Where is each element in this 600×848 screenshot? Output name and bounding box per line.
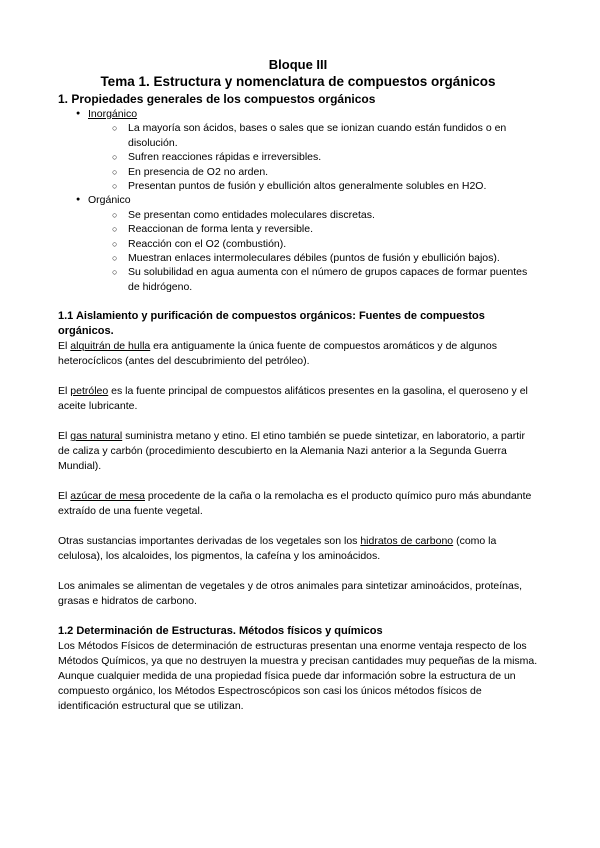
text-fragment: es la fuente principal de compuestos alifáticos presentes en la gasolina, el queroseno y el aceite lubricante. <box>58 385 528 413</box>
list-item: ○ La mayoría son ácidos, bases o sales que se ionizan cuando están fundidos o en disolución. <box>128 121 538 150</box>
paragraph-alquitran <box>58 339 538 369</box>
section-1-2-heading: 1.2 Determinación de Estructuras. Métodos físicos y químicos <box>58 625 383 638</box>
section-1-heading: 1. Propiedades generales de los compuestos orgánicos <box>58 92 376 106</box>
term-hidratos: hidratos de carbono <box>360 535 454 548</box>
text-fragment: El <box>58 490 71 503</box>
text-fragment: procedente de la caña o la remolacha es el producto químico puro más abundante extraído de una fuente vegetal. <box>58 490 532 518</box>
section-1-1-heading: 1.1 Aislamiento y purificación de compuestos orgánicos: Fuentes de compuestos orgánicos. <box>58 310 485 338</box>
organic-sublist <box>88 208 538 294</box>
topic-title: Tema 1. Estructura y nomenclatura de compuestos orgánicos <box>100 74 496 89</box>
list-item: ○ Muestran enlaces intermoleculares débiles (puntos de fusión y ebullición bajos). <box>128 251 538 265</box>
list-item: ○ Presentan puntos de fusión y ebullición altos generalmente solubles en H2O. <box>128 179 538 193</box>
list-item: ○ Sufren reacciones rápidas e irreversibles. <box>128 150 538 164</box>
term-azucar: azúcar de mesa <box>70 490 145 503</box>
list-item-inorganic <box>88 107 538 193</box>
paragraph-azucar <box>58 489 538 519</box>
list-item: ○ En presencia de O2 no arden. <box>128 165 538 179</box>
paragraph-metodos-espectroscopicos: Aunque cualquier medida de una propiedad física puede dar información sobre la estructura de un compuesto orgánico, los Métodos Espectroscópicos son casi los únicos métodos físicos de identificación estructural que se utilizan. <box>58 670 516 713</box>
list-item: ○ Se presentan como entidades moleculares discretas. <box>128 208 538 222</box>
term-petroleo: petróleo <box>70 385 109 398</box>
text-fragment: El <box>58 340 71 353</box>
list-item: ○ Su solubilidad en agua aumenta con el número de grupos capaces de formar puentes de hidrógeno. <box>128 265 538 294</box>
inorganic-label: Inorgánico <box>88 108 138 120</box>
text-fragment: era antiguamente la única fuente de compuestos aromáticos y de algunos heterocíclicos (antes del descubrimiento del petróleo). <box>58 340 497 368</box>
paragraph-animales: Los animales se alimentan de vegetales y de otros animales para sintetizar aminoácidos, proteínas, grasas e hidratos de carbono. <box>58 580 523 608</box>
list-item: ○ Reaccionan de forma lenta y reversible. <box>128 222 538 236</box>
paragraph-petroleo <box>58 384 538 414</box>
paragraph-gas-natural <box>58 429 538 474</box>
text-fragment: Otras sustancias importantes derivadas de los vegetales son los <box>58 535 361 548</box>
paragraph-hidratos <box>58 534 538 564</box>
text-fragment: (como la celulosa), los alcaloides, los pigmentos, la cafeína y los aminoácidos. <box>58 535 497 563</box>
text-fragment: suministra metano y etino. El etino también se puede sintetizar, en laboratorio, a partir de caliza y carbón (procedimiento descubierto en la Alemania Nazi anterior a la Segunda Guerra Mundial). <box>58 430 525 473</box>
list-item: ○ Reacción con el O2 (combustión). <box>128 237 538 251</box>
inorganic-sublist <box>88 121 538 193</box>
paragraph-metodos-fisicos: Los Métodos Físicos de determinación de estructuras presentan una enorme ventaja respecto de los Métodos Químicos, ya que no destruyen la muestra y precisan cantidades muy pequeñas de la misma. <box>58 640 538 668</box>
properties-list <box>58 107 538 294</box>
term-gas-natural: gas natural <box>70 430 123 443</box>
list-item-organic <box>88 193 538 294</box>
term-alquitran: alquitrán de hulla <box>70 340 151 353</box>
text-fragment: El <box>58 385 71 398</box>
organic-label: Orgánico <box>88 194 131 207</box>
text-fragment: El <box>58 430 71 443</box>
block-title: Bloque III <box>268 57 328 72</box>
